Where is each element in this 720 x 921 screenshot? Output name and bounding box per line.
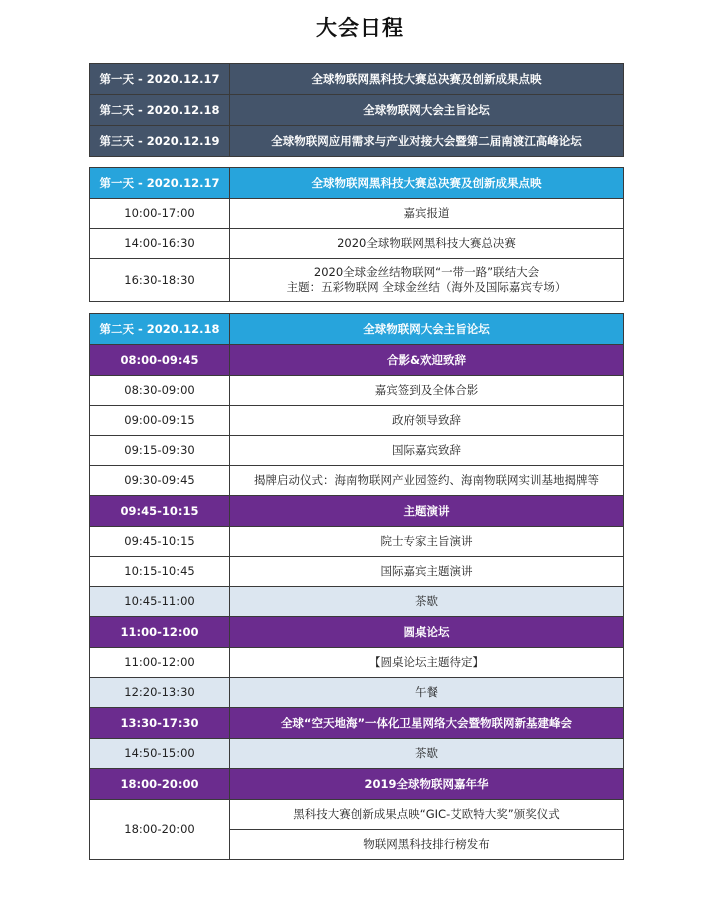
event-cell: 国际嘉宾致辞 [230, 436, 624, 466]
time-cell: 09:45-10:15 [90, 527, 230, 557]
time-cell: 09:15-09:30 [90, 436, 230, 466]
time-cell: 09:30-09:45 [90, 466, 230, 496]
break-row [90, 739, 624, 769]
time-cell: 14:50-15:00 [90, 739, 230, 769]
day1-header-day: 第一天 - 2020.12.17 [90, 168, 230, 199]
day1-header [90, 168, 624, 199]
break-row [90, 678, 624, 708]
table-row [90, 800, 624, 830]
break-row [90, 587, 624, 617]
section-header-row [90, 496, 624, 527]
event-cell: 政府领导致辞 [230, 406, 624, 436]
table-row [90, 406, 624, 436]
event-cell: 【圆桌论坛主题待定】 [230, 648, 624, 678]
section-title: 2019全球物联网嘉年华 [230, 769, 624, 800]
event-cell: 午餐 [230, 678, 624, 708]
day1-table [89, 167, 624, 302]
event-cell: 茶歇 [230, 587, 624, 617]
day1-header-event: 全球物联网黑科技大赛总决赛及创新成果点映 [230, 168, 624, 199]
time-cell: 18:00-20:00 [90, 800, 230, 860]
time-cell: 16:30-18:30 [90, 259, 230, 302]
overview-event: 全球物联网大会主旨论坛 [230, 95, 624, 126]
overview-row-day1 [90, 64, 624, 95]
event-cell: 嘉宾签到及全体合影 [230, 376, 624, 406]
section-time: 09:45-10:15 [90, 496, 230, 527]
time-cell: 10:45-11:00 [90, 587, 230, 617]
table-row [90, 527, 624, 557]
page-title: 大会日程 [316, 16, 404, 40]
table-row [90, 557, 624, 587]
overview-event: 全球物联网黑科技大赛总决赛及创新成果点映 [230, 64, 624, 95]
overview-row-day2 [90, 95, 624, 126]
section-title: 主题演讲 [230, 496, 624, 527]
section-title: 合影&欢迎致辞 [230, 345, 624, 376]
section-time: 08:00-09:45 [90, 345, 230, 376]
overview-table [89, 63, 624, 157]
section-header-row [90, 617, 624, 648]
table-row [90, 466, 624, 496]
day2-header [90, 314, 624, 345]
event-cell: 院士专家主旨演讲 [230, 527, 624, 557]
event-cell: 物联网黑科技排行榜发布 [230, 830, 624, 860]
section-header-row [90, 708, 624, 739]
overview-event: 全球物联网应用需求与产业对接大会暨第二届南渡江高峰论坛 [230, 126, 624, 157]
event-line: 2020全球金丝结物联网“一带一路”联结大会 [313, 265, 540, 279]
table-row [90, 648, 624, 678]
overview-row-day3 [90, 126, 624, 157]
table-row [90, 229, 624, 259]
event-cell: 揭牌启动仪式：海南物联网产业园签约、海南物联网实训基地揭牌等 [230, 466, 624, 496]
table-row [90, 259, 624, 302]
event-cell: 黑科技大赛创新成果点映“GIC-艾欧特大奖”颁奖仪式 [230, 800, 624, 830]
event-cell: 茶歇 [230, 739, 624, 769]
event-cell: 2020全球物联网黑科技大赛总决赛 [230, 229, 624, 259]
time-cell: 10:00-17:00 [90, 199, 230, 229]
event-cell [230, 259, 624, 302]
time-cell: 14:00-16:30 [90, 229, 230, 259]
section-header-row [90, 769, 624, 800]
table-row [90, 376, 624, 406]
section-time: 11:00-12:00 [90, 617, 230, 648]
day2-table [89, 313, 624, 860]
section-time: 18:00-20:00 [90, 769, 230, 800]
table-row [90, 199, 624, 229]
event-line: 主题：五彩物联网 全球金丝结（海外及国际嘉宾专场） [286, 280, 567, 294]
time-cell: 12:20-13:30 [90, 678, 230, 708]
day2-header-day: 第二天 - 2020.12.18 [90, 314, 230, 345]
time-cell: 09:00-09:15 [90, 406, 230, 436]
time-cell: 11:00-12:00 [90, 648, 230, 678]
overview-day: 第一天 - 2020.12.17 [90, 64, 230, 95]
section-title: 圆桌论坛 [230, 617, 624, 648]
overview-day: 第二天 - 2020.12.18 [90, 95, 230, 126]
overview-day: 第三天 - 2020.12.19 [90, 126, 230, 157]
section-title: 全球“空天地海”一体化卫星网络大会暨物联网新基建峰会 [230, 708, 624, 739]
table-row [90, 436, 624, 466]
section-header-row [90, 345, 624, 376]
time-cell: 08:30-09:00 [90, 376, 230, 406]
event-cell: 嘉宾报道 [230, 199, 624, 229]
day2-header-event: 全球物联网大会主旨论坛 [230, 314, 624, 345]
event-cell: 国际嘉宾主题演讲 [230, 557, 624, 587]
section-time: 13:30-17:30 [90, 708, 230, 739]
time-cell: 10:15-10:45 [90, 557, 230, 587]
